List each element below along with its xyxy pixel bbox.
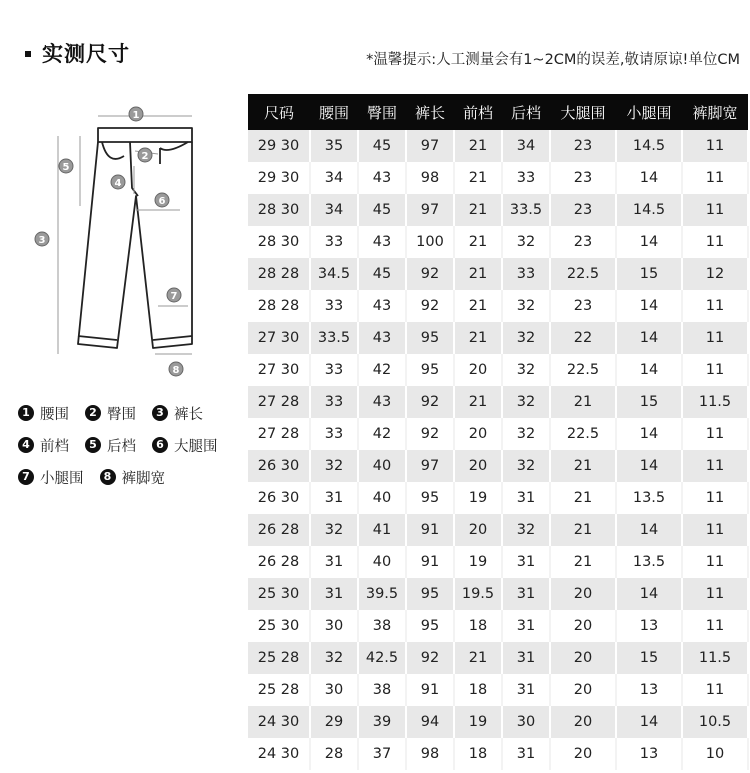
table-cell: 92: [406, 290, 454, 322]
table-cell: 32: [502, 290, 550, 322]
legend-number-badge: 1: [18, 405, 34, 421]
table-cell: 14: [616, 322, 682, 354]
table-cell: 98: [406, 738, 454, 770]
legend-number-badge: 5: [85, 437, 101, 453]
table-cell: 14: [616, 514, 682, 546]
table-cell: 34: [502, 130, 550, 162]
table-cell: 21: [550, 386, 616, 418]
table-cell: 97: [406, 450, 454, 482]
legend-number-badge: 3: [152, 405, 168, 421]
svg-text:8: 8: [172, 365, 180, 376]
table-cell: 11: [682, 322, 748, 354]
table-cell: 23: [550, 290, 616, 322]
table-cell: 32: [502, 322, 550, 354]
table-cell: 22: [550, 322, 616, 354]
table-cell: 11: [682, 482, 748, 514]
table-cell: 10.5: [682, 706, 748, 738]
table-cell: 31: [502, 546, 550, 578]
svg-text:6: 6: [158, 196, 166, 207]
table-row: [248, 354, 748, 386]
table-cell: 27 28: [248, 386, 310, 418]
legend-item-calf: [18, 467, 84, 488]
legend-number-badge: 8: [100, 469, 116, 485]
title-bullet: [25, 51, 31, 57]
table-cell: 32: [502, 354, 550, 386]
table-cell: 21: [454, 386, 502, 418]
table-cell: 30: [502, 706, 550, 738]
table-cell: 14: [616, 226, 682, 258]
table-cell: 20: [550, 738, 616, 770]
table-cell: 21: [454, 194, 502, 226]
table-cell: 11.5: [682, 642, 748, 674]
table-cell: 20: [454, 418, 502, 450]
table-cell: 20: [550, 610, 616, 642]
table-cell: 33: [310, 386, 358, 418]
legend-label: 大腿围: [174, 438, 218, 455]
table-cell: 13.5: [616, 482, 682, 514]
table-cell: 42: [358, 354, 406, 386]
table-cell: 14.5: [616, 130, 682, 162]
table-cell: 39: [358, 706, 406, 738]
table-cell: 31: [502, 738, 550, 770]
table-row: [248, 290, 748, 322]
table-cell: 33: [310, 226, 358, 258]
svg-text:2: 2: [141, 151, 149, 162]
table-cell: 43: [358, 322, 406, 354]
table-cell: 33: [310, 418, 358, 450]
table-row: [248, 386, 748, 418]
table-cell: 32: [502, 514, 550, 546]
table-cell: 23: [550, 162, 616, 194]
legend-item-waist: [18, 403, 69, 424]
pants-diagram: [20, 96, 240, 396]
table-cell: 32: [310, 642, 358, 674]
table-body: [248, 130, 748, 770]
table-cell: 38: [358, 674, 406, 706]
table-cell: 13: [616, 674, 682, 706]
legend-label: 裤脚宽: [121, 470, 165, 487]
table-row: [248, 674, 748, 706]
table-cell: 22.5: [550, 354, 616, 386]
table-cell: 24 30: [248, 738, 310, 770]
table-cell: 15: [616, 386, 682, 418]
legend-label: 小腿围: [40, 470, 84, 487]
table-cell: 21: [454, 322, 502, 354]
legend-item-hem: [100, 467, 166, 488]
table-cell: 41: [358, 514, 406, 546]
table-cell: 33: [502, 258, 550, 290]
table-cell: 21: [454, 258, 502, 290]
table-cell: 42.5: [358, 642, 406, 674]
table-cell: 11: [682, 546, 748, 578]
table-cell: 28: [310, 738, 358, 770]
table-cell: 23: [550, 130, 616, 162]
table-cell: 21: [454, 290, 502, 322]
table-cell: 14.5: [616, 194, 682, 226]
table-cell: 32: [310, 514, 358, 546]
table-cell: 26 28: [248, 514, 310, 546]
legend-label: 前档: [40, 438, 69, 455]
table-cell: 27 30: [248, 354, 310, 386]
table-cell: 20: [550, 642, 616, 674]
table-cell: 43: [358, 162, 406, 194]
table-cell: 11: [682, 226, 748, 258]
legend-label: 裤长: [174, 406, 203, 423]
column-header: 臀围: [358, 94, 406, 130]
table-cell: 15: [616, 258, 682, 290]
table-cell: 33.5: [310, 322, 358, 354]
table-cell: 34: [310, 194, 358, 226]
table-cell: 33: [502, 162, 550, 194]
table-cell: 26 30: [248, 450, 310, 482]
table-cell: 95: [406, 354, 454, 386]
table-row: [248, 482, 748, 514]
table-cell: 92: [406, 642, 454, 674]
table-cell: 21: [454, 162, 502, 194]
legend-item-hip: [85, 403, 136, 424]
table-cell: 11: [682, 450, 748, 482]
column-header: 后档: [502, 94, 550, 130]
legend-number-badge: 7: [18, 469, 34, 485]
table-cell: 25 28: [248, 674, 310, 706]
table-cell: 22.5: [550, 418, 616, 450]
table-cell: 19: [454, 706, 502, 738]
table-cell: 15: [616, 642, 682, 674]
table-row: [248, 162, 748, 194]
measurement-legend: [18, 397, 243, 493]
table-cell: 28 28: [248, 290, 310, 322]
table-cell: 11: [682, 354, 748, 386]
table-cell: 95: [406, 482, 454, 514]
column-header: 尺码: [248, 94, 310, 130]
table-cell: 22.5: [550, 258, 616, 290]
table-cell: 29 30: [248, 130, 310, 162]
table-cell: 20: [454, 354, 502, 386]
table-cell: 21: [550, 546, 616, 578]
table-cell: 43: [358, 386, 406, 418]
table-cell: 97: [406, 194, 454, 226]
column-header: 大腿围: [550, 94, 616, 130]
table-cell: 19: [454, 546, 502, 578]
table-cell: 20: [550, 674, 616, 706]
table-cell: 91: [406, 546, 454, 578]
table-cell: 21: [550, 482, 616, 514]
table-cell: 95: [406, 322, 454, 354]
table-cell: 31: [502, 482, 550, 514]
table-cell: 11: [682, 514, 748, 546]
table-cell: 25 30: [248, 610, 310, 642]
table-cell: 40: [358, 450, 406, 482]
table-cell: 11.5: [682, 386, 748, 418]
table-cell: 11: [682, 194, 748, 226]
legend-label: 臀围: [107, 406, 136, 423]
legend-item-back-rise: [85, 435, 136, 456]
legend-number-badge: 6: [152, 437, 168, 453]
table-cell: 27 30: [248, 322, 310, 354]
table-cell: 30: [310, 610, 358, 642]
table-cell: 95: [406, 610, 454, 642]
table-cell: 28 28: [248, 258, 310, 290]
table-cell: 26 28: [248, 546, 310, 578]
table-cell: 18: [454, 610, 502, 642]
svg-text:4: 4: [114, 178, 122, 189]
table-cell: 27 28: [248, 418, 310, 450]
table-cell: 91: [406, 514, 454, 546]
legend-item-thigh: [152, 435, 218, 456]
table-cell: 31: [502, 578, 550, 610]
table-cell: 28 30: [248, 194, 310, 226]
table-cell: 94: [406, 706, 454, 738]
table-cell: 42: [358, 418, 406, 450]
table-cell: 14: [616, 578, 682, 610]
table-cell: 91: [406, 674, 454, 706]
table-cell: 11: [682, 610, 748, 642]
table-cell: 30: [310, 674, 358, 706]
table-cell: 11: [682, 578, 748, 610]
table-cell: 14: [616, 290, 682, 322]
legend-number-badge: 4: [18, 437, 34, 453]
table-cell: 28 30: [248, 226, 310, 258]
svg-text:1: 1: [132, 110, 140, 121]
column-header: 裤长: [406, 94, 454, 130]
table-cell: 18: [454, 674, 502, 706]
table-cell: 12: [682, 258, 748, 290]
table-cell: 32: [502, 226, 550, 258]
legend-item-length: [152, 403, 203, 424]
table-cell: 37: [358, 738, 406, 770]
table-cell: 97: [406, 130, 454, 162]
legend-number-badge: 2: [85, 405, 101, 421]
table-cell: 14: [616, 354, 682, 386]
table-cell: 34: [310, 162, 358, 194]
table-cell: 32: [502, 450, 550, 482]
table-cell: 10: [682, 738, 748, 770]
table-row: [248, 418, 748, 450]
table-cell: 31: [310, 578, 358, 610]
table-cell: 20: [550, 706, 616, 738]
table-row: [248, 130, 748, 162]
table-cell: 14: [616, 706, 682, 738]
column-header: 小腿围: [616, 94, 682, 130]
table-cell: 21: [454, 130, 502, 162]
table-cell: 25 28: [248, 642, 310, 674]
table-cell: 35: [310, 130, 358, 162]
table-cell: 13: [616, 738, 682, 770]
table-cell: 31: [310, 482, 358, 514]
table-cell: 21: [454, 642, 502, 674]
table-cell: 20: [454, 450, 502, 482]
table-row: [248, 226, 748, 258]
table-cell: 31: [502, 674, 550, 706]
column-header: 前档: [454, 94, 502, 130]
table-cell: 26 30: [248, 482, 310, 514]
table-cell: 29 30: [248, 162, 310, 194]
table-row: [248, 706, 748, 738]
svg-text:5: 5: [62, 162, 70, 173]
table-cell: 32: [310, 450, 358, 482]
table-cell: 40: [358, 546, 406, 578]
table-cell: 45: [358, 194, 406, 226]
table-cell: 24 30: [248, 706, 310, 738]
table-cell: 11: [682, 674, 748, 706]
table-cell: 33: [310, 290, 358, 322]
table-cell: 14: [616, 418, 682, 450]
table-row: [248, 258, 748, 290]
table-cell: 32: [502, 386, 550, 418]
table-cell: 20: [550, 578, 616, 610]
legend-label: 腰围: [40, 406, 69, 423]
table-cell: 11: [682, 130, 748, 162]
table-row: [248, 194, 748, 226]
table-cell: 11: [682, 418, 748, 450]
table-cell: 33: [310, 354, 358, 386]
table-row: [248, 450, 748, 482]
table-cell: 23: [550, 194, 616, 226]
table-cell: 14: [616, 450, 682, 482]
table-cell: 33.5: [502, 194, 550, 226]
table-cell: 98: [406, 162, 454, 194]
table-cell: 19: [454, 482, 502, 514]
table-row: [248, 610, 748, 642]
column-header: 裤脚宽: [682, 94, 748, 130]
table-cell: 13.5: [616, 546, 682, 578]
table-cell: 31: [310, 546, 358, 578]
column-header: 腰围: [310, 94, 358, 130]
table-cell: 43: [358, 226, 406, 258]
table-cell: 11: [682, 290, 748, 322]
table-cell: 21: [550, 450, 616, 482]
svg-text:3: 3: [38, 235, 46, 246]
table-cell: 19.5: [454, 578, 502, 610]
table-cell: 45: [358, 258, 406, 290]
size-table: [248, 94, 749, 770]
table-cell: 95: [406, 578, 454, 610]
table-cell: 20: [454, 514, 502, 546]
table-cell: 25 30: [248, 578, 310, 610]
table-cell: 29: [310, 706, 358, 738]
table-cell: 31: [502, 642, 550, 674]
table-header-row: [248, 94, 748, 130]
legend-item-front-rise: [18, 435, 69, 456]
table-cell: 13: [616, 610, 682, 642]
table-cell: 92: [406, 418, 454, 450]
table-cell: 14: [616, 162, 682, 194]
svg-text:7: 7: [170, 291, 178, 302]
table-cell: 32: [502, 418, 550, 450]
table-cell: 38: [358, 610, 406, 642]
table-cell: 100: [406, 226, 454, 258]
table-cell: 21: [454, 226, 502, 258]
table-row: [248, 514, 748, 546]
table-row: [248, 546, 748, 578]
table-row: [248, 322, 748, 354]
table-row: [248, 578, 748, 610]
table-cell: 11: [682, 162, 748, 194]
table-cell: 43: [358, 290, 406, 322]
table-cell: 18: [454, 738, 502, 770]
table-cell: 39.5: [358, 578, 406, 610]
table-row: [248, 642, 748, 674]
table-cell: 45: [358, 130, 406, 162]
table-cell: 40: [358, 482, 406, 514]
table-cell: 21: [550, 514, 616, 546]
table-cell: 31: [502, 610, 550, 642]
page-title: 实测尺寸: [42, 42, 130, 66]
table-cell: 92: [406, 258, 454, 290]
table-cell: 92: [406, 386, 454, 418]
measurement-note: *温馨提示:人工测量会有1~2CM的误差,敬请原谅!单位CM: [366, 52, 740, 68]
table-row: [248, 738, 748, 770]
table-cell: 34.5: [310, 258, 358, 290]
table-cell: 23: [550, 226, 616, 258]
legend-label: 后档: [107, 438, 136, 455]
